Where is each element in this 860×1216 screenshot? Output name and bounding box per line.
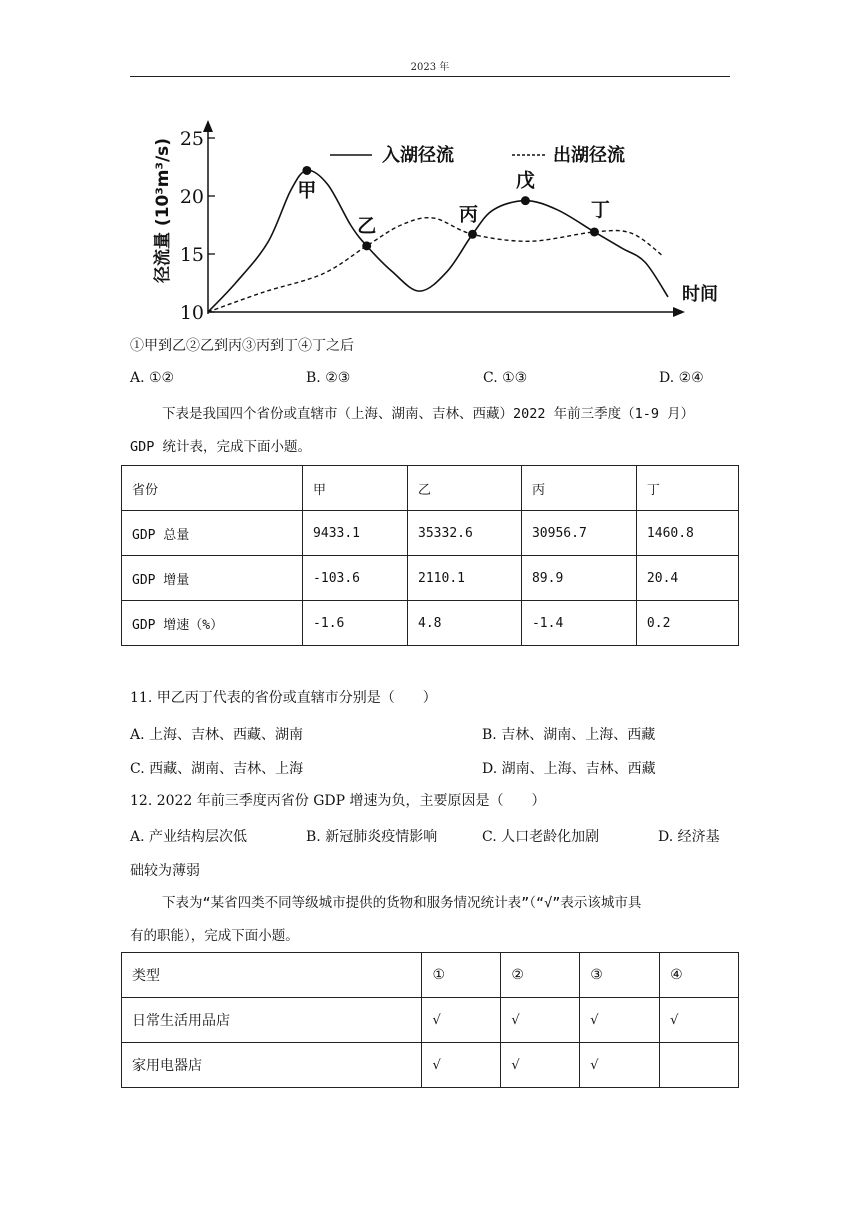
check-mark: √ xyxy=(422,1043,501,1088)
q12-option-c[interactable]: C. 人口老龄化加剧 xyxy=(482,829,600,845)
city-table-header xyxy=(122,953,739,998)
q10-option-d[interactable]: D. ②④ xyxy=(659,370,704,386)
intro-table1-line2: GDP 统计表，完成下面小题。 xyxy=(130,439,312,455)
table-header-cell: 类型 xyxy=(122,953,422,998)
table-header-cell: ④ xyxy=(660,953,739,998)
table-cell: GDP 增速（%） xyxy=(122,601,303,646)
q12-option-b[interactable]: B. 新冠肺炎疫情影响 xyxy=(306,829,438,845)
inflow-series-line xyxy=(208,170,668,312)
table-row xyxy=(122,511,739,556)
table-cell: 20.4 xyxy=(636,556,738,601)
check-mark: √ xyxy=(660,998,739,1043)
page-header: 2023 年 xyxy=(130,58,730,77)
table-row xyxy=(122,1043,739,1088)
table-cell: GDP 总量 xyxy=(122,511,303,556)
intro-table2-line2: 有的职能），完成下面小题。 xyxy=(130,928,299,944)
table-header-cell: 甲 xyxy=(303,466,408,511)
x-axis-label: 时间 xyxy=(682,284,718,305)
marked-point xyxy=(362,241,371,250)
table-cell: 家用电器店 xyxy=(122,1043,422,1088)
table-cell: 4.8 xyxy=(408,601,522,646)
legend-inflow: 入湖径流 xyxy=(382,145,454,166)
y-tick-label: 10 xyxy=(179,302,204,324)
table-cell: 日常生活用品店 xyxy=(122,998,422,1043)
table-cell: -103.6 xyxy=(303,556,408,601)
check-mark: √ xyxy=(501,1043,580,1088)
q11-option-a[interactable]: A. 上海、吉林、西藏、湖南 xyxy=(130,727,304,743)
table-cell: 2110.1 xyxy=(408,556,522,601)
table-cell: 35332.6 xyxy=(408,511,522,556)
y-axis-arrow xyxy=(203,120,213,132)
check-mark: √ xyxy=(580,1043,660,1088)
table-row xyxy=(122,556,739,601)
check-mark: √ xyxy=(501,998,580,1043)
q11-stem: 11. 甲乙丙丁代表的省份或直辖市分别是（ ） xyxy=(130,690,437,706)
table-cell: 1460.8 xyxy=(636,511,738,556)
table-row xyxy=(122,601,739,646)
table-header-cell: ② xyxy=(501,953,580,998)
table-cell: GDP 增量 xyxy=(122,556,303,601)
intro-table1-line1: 下表是我国四个省份或直辖市（上海、湖南、吉林、西藏）2022 年前三季度（1-9 月） xyxy=(162,406,695,422)
table-row xyxy=(122,998,739,1043)
table-header-cell: 乙 xyxy=(408,466,522,511)
marked-point-label: 丙 xyxy=(458,203,479,226)
q10-stem: ①甲到乙②乙到丙③丙到丁④丁之后 xyxy=(130,338,354,354)
marked-point-label: 戊 xyxy=(515,169,535,192)
marked-point-label: 乙 xyxy=(357,214,377,237)
check-mark: √ xyxy=(422,998,501,1043)
q12-option-d-wrap: 础较为薄弱 xyxy=(130,863,200,879)
gdp-table xyxy=(121,465,739,646)
table-header-cell: 省份 xyxy=(122,466,303,511)
q12-stem: 12. 2022 年前三季度丙省份 GDP 增速为负，主要原因是（ ） xyxy=(130,793,546,809)
table-header-cell: ① xyxy=(422,953,501,998)
y-axis-label: 径流量 (10³m³/s) xyxy=(153,137,173,283)
y-tick-label: 20 xyxy=(179,186,204,208)
marked-point-label: 丁 xyxy=(590,198,610,221)
table-cell: 9433.1 xyxy=(303,511,408,556)
city-function-table xyxy=(121,952,739,1088)
q10-option-b[interactable]: B. ②③ xyxy=(306,370,351,386)
legend-outflow: 出湖径流 xyxy=(553,145,625,166)
table-cell: 89.9 xyxy=(521,556,636,601)
intro-table2-line1: 下表为“某省四类不同等级城市提供的货物和服务情况统计表”（“√”表示该城市具 xyxy=(162,895,642,911)
marked-point xyxy=(468,230,477,239)
runoff-chart xyxy=(140,118,740,328)
q12-option-d[interactable]: D. 经济基 xyxy=(658,829,720,845)
marked-point xyxy=(521,196,530,205)
q11-option-b[interactable]: B. 吉林、湖南、上海、西藏 xyxy=(482,727,656,743)
q12-option-a[interactable]: A. 产业结构层次低 xyxy=(130,829,248,845)
table-header-cell: 丁 xyxy=(636,466,738,511)
q11-option-c[interactable]: C. 西藏、湖南、吉林、上海 xyxy=(130,761,304,777)
q11-option-d[interactable]: D. 湖南、上海、吉林、西藏 xyxy=(482,761,656,777)
table-header-cell: 丙 xyxy=(521,466,636,511)
check-mark: √ xyxy=(580,998,660,1043)
table-cell: 0.2 xyxy=(636,601,738,646)
marked-point xyxy=(302,166,311,175)
marked-point xyxy=(590,227,599,236)
marked-point-label: 甲 xyxy=(297,179,317,202)
table-cell: -1.6 xyxy=(303,601,408,646)
x-axis-arrow xyxy=(673,307,685,317)
y-tick-label: 25 xyxy=(179,128,204,150)
y-tick-label: 15 xyxy=(179,244,204,266)
q10-option-a[interactable]: A. ①② xyxy=(130,370,175,386)
q10-option-c[interactable]: C. ①③ xyxy=(483,370,528,386)
table-cell: -1.4 xyxy=(521,601,636,646)
table-header-cell: ③ xyxy=(580,953,660,998)
table-cell: 30956.7 xyxy=(521,511,636,556)
check-mark xyxy=(660,1043,739,1088)
gdp-table-header xyxy=(122,466,739,511)
runoff-chart-svg xyxy=(140,118,740,328)
